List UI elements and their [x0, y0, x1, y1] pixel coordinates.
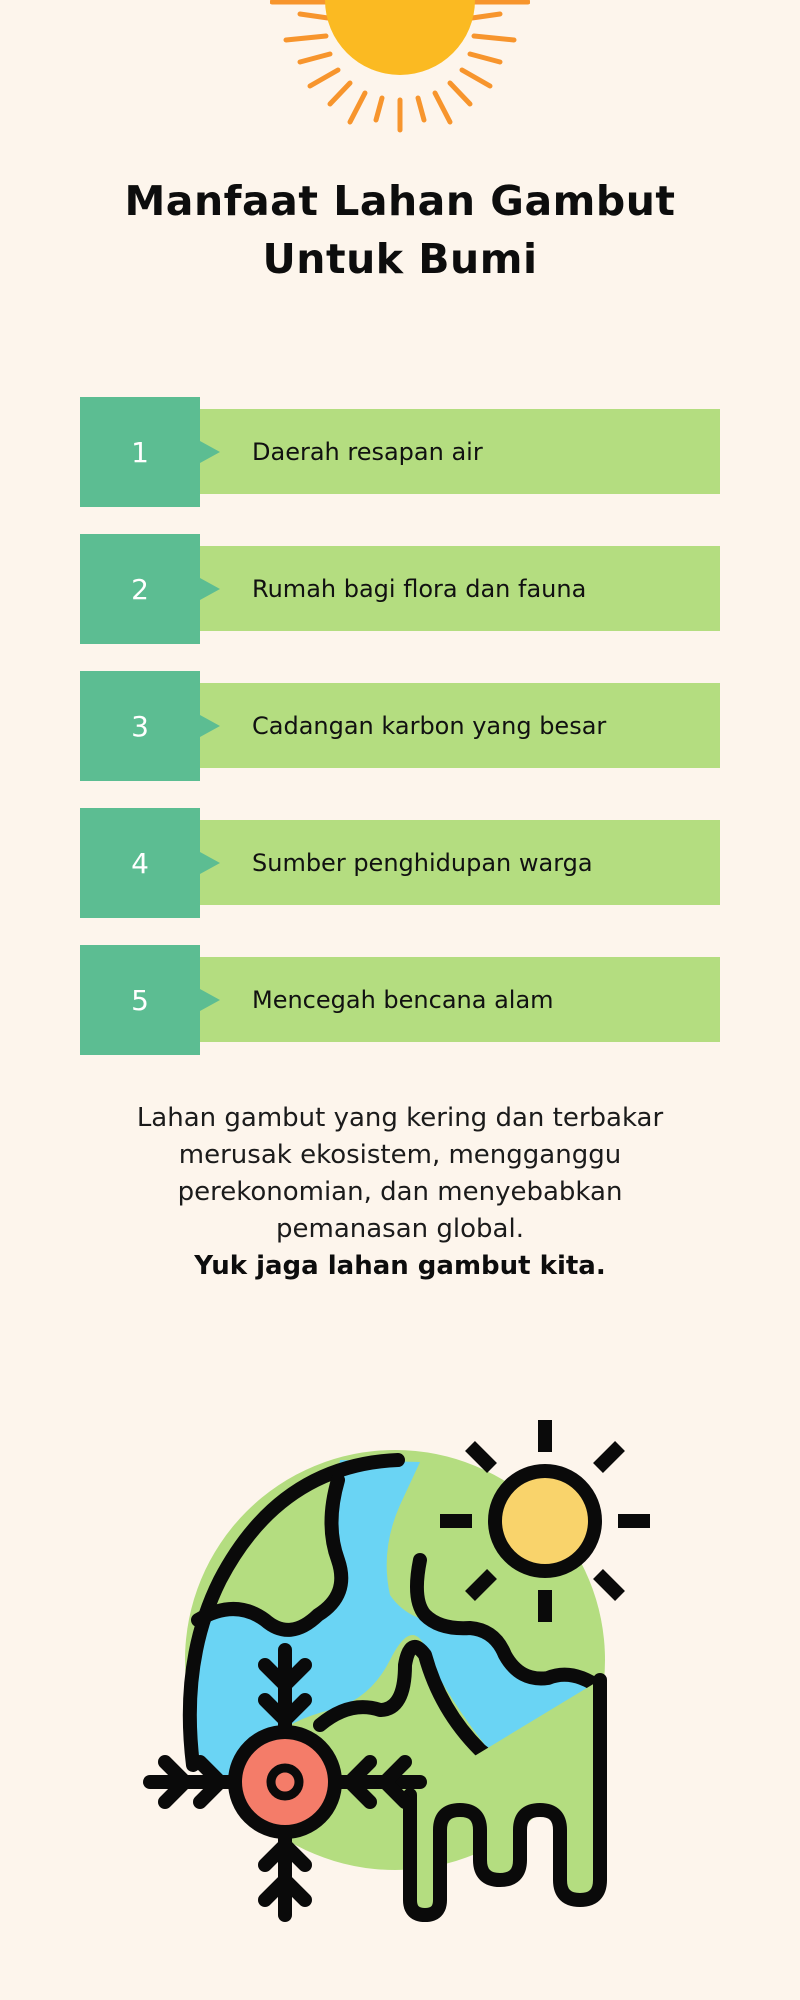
item-label: Mencegah bencana alam	[200, 957, 720, 1042]
message-line3: perekonomian, dan menyebabkan	[177, 1177, 623, 1207]
global-warming-earth-icon	[140, 1410, 660, 1930]
message-line1: Lahan gambut yang kering dan terbakar	[136, 1103, 664, 1133]
item-number: 4	[80, 808, 200, 918]
message-closing: Yuk jaga lahan gambut kita.	[194, 1251, 606, 1281]
item-number: 2	[80, 534, 200, 644]
page-title-line1: Manfaat Lahan Gambut	[124, 177, 676, 225]
item-label: Sumber penghidupan warga	[200, 820, 720, 905]
list-item	[80, 534, 720, 644]
item-label: Daerah resapan air	[200, 409, 720, 494]
message-line4: pemanasan global.	[276, 1214, 524, 1244]
item-number: 3	[80, 671, 200, 781]
benefits-list	[80, 397, 720, 1082]
page-title	[0, 172, 800, 288]
sun-icon	[270, 0, 530, 140]
page-title-line2: Untuk Bumi	[262, 235, 538, 283]
item-label: Rumah bagi flora dan fauna	[200, 546, 720, 631]
list-item	[80, 808, 720, 918]
item-number: 1	[80, 397, 200, 507]
list-item	[80, 397, 720, 507]
item-label: Cadangan karbon yang besar	[200, 683, 720, 768]
message-line2: merusak ekosistem, mengganggu	[178, 1140, 622, 1170]
list-item	[80, 671, 720, 781]
closing-message	[100, 1100, 700, 1285]
list-item	[80, 945, 720, 1055]
item-number: 5	[80, 945, 200, 1055]
